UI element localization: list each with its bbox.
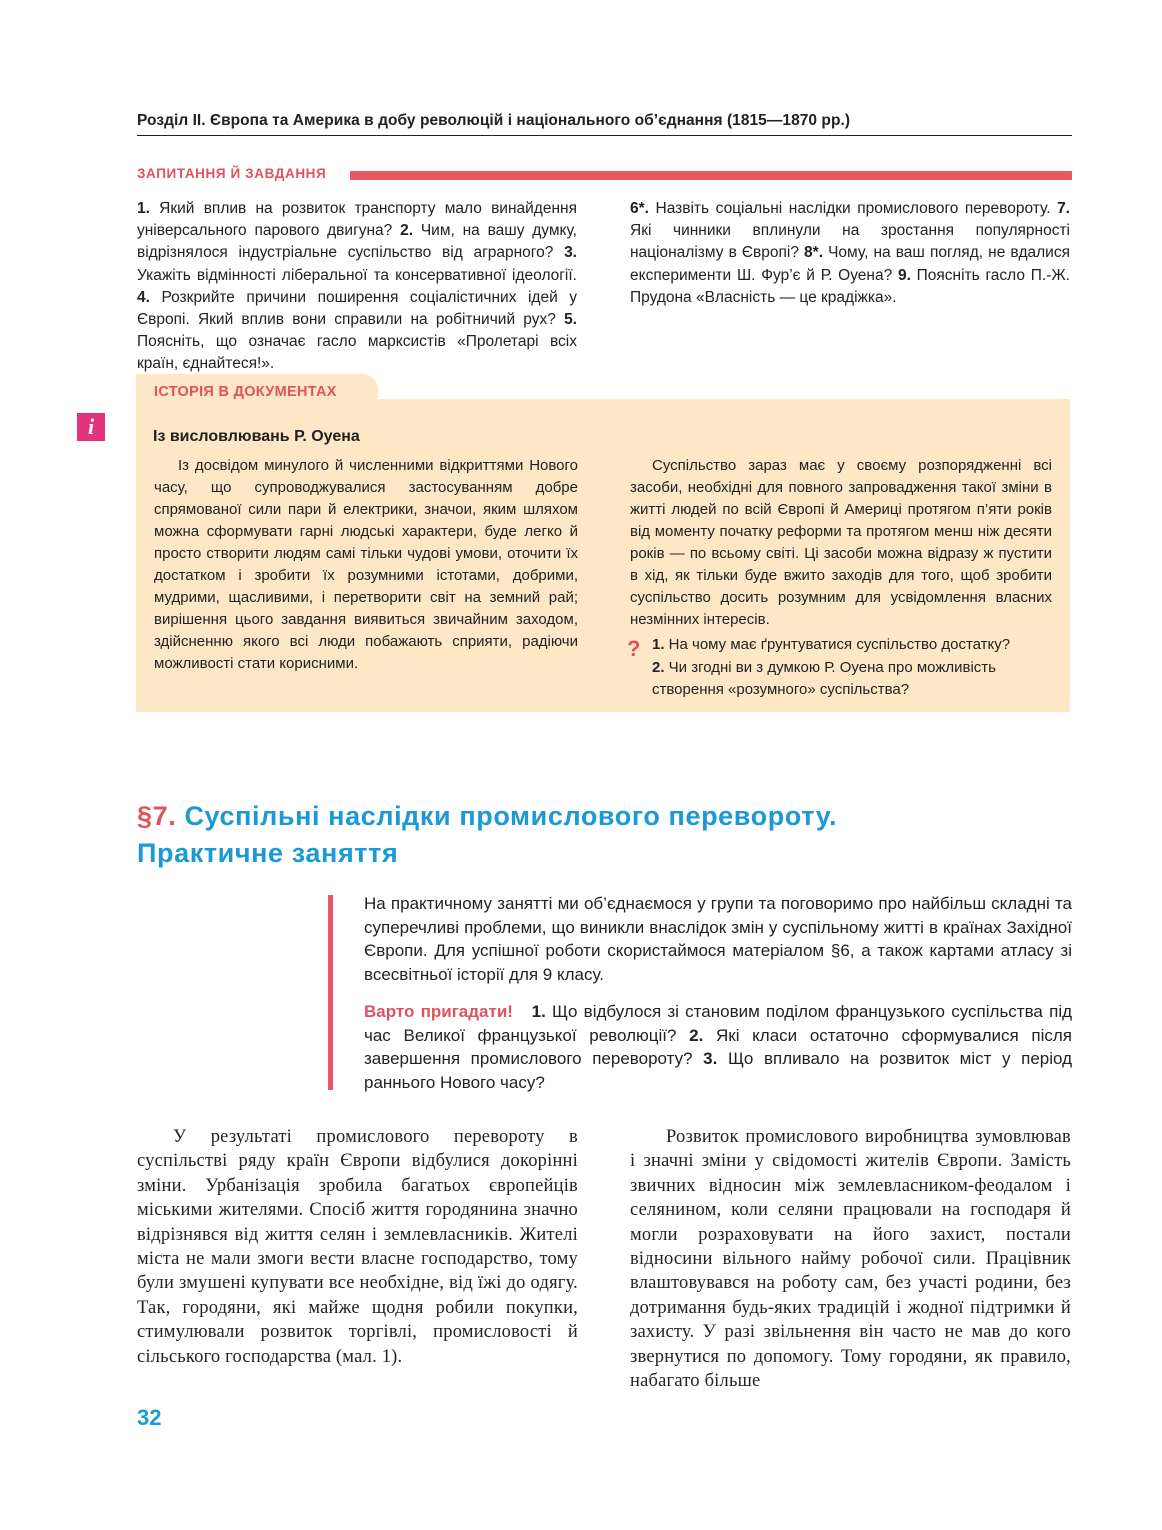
question-number: 7. (1057, 200, 1070, 217)
questions-title: ЗАПИТАННЯ Й ЗАВДАННЯ (137, 166, 327, 181)
questions-column-left (137, 198, 577, 376)
questions-title-bar (350, 171, 1072, 180)
section-title-line2: Практичне заняття (137, 838, 399, 868)
question-text: Розкрийте причини поширення соціалістичних ідей у Європі. Який вплив вони справили на робітничий рух? (137, 288, 577, 329)
question-text: Поясніть, що означає гасло марксистів «Пролетарі всіх країн, єднайтеся!». (137, 333, 577, 373)
remember-number: 2. (689, 1025, 704, 1045)
section-number: §7. (137, 801, 177, 831)
remember-text: Які класи остаточно сформувалися після завершення промислового перевороту? (364, 1025, 1072, 1069)
question-number: 4. (137, 288, 150, 306)
question-number: 8*. (804, 244, 824, 262)
page-number: 32 (137, 1405, 162, 1430)
question-mark-icon: ? (627, 636, 641, 661)
running-header: Розділ ІІ. Європа та Америка в добу революцій і національного об’єднання (1815—1870 рр.) (137, 112, 851, 129)
document-questions (652, 634, 1062, 702)
quote-left: Із досвідом минулого й численними відкриттями Нового часу, що супроводжувалися застосуванням добре спрямованої сили пари й електрики, значои, яким шляхом можна сформувати гарні людські характери, буде легко й просто створити людям самі тільки чудові умови, оточити їх достатком і зробити їх розумними істотами, добрими, мудрими, щасливими, і перетворити світ на земний рай; вирішення цього завдання виявиться звичайним заходом, здійсненню якого всі люди побажають сприяти, радіючи можливості стати корисними. (154, 457, 578, 672)
question-text: Чим, на вашу думку, відрізнялося індустріальне суспільство від аграрного? (137, 222, 577, 262)
body-paragraph-left: У результаті промислового перевороту в суспільстві ряду країн Європи відбулися докорінні зміни. Урбанізація зробила багатьох європейців міськими жителями. Спосіб життя городянина значно відрізнявся від життя селян і землевласників. Жителі міста не мали змоги вести власне господарство, тому були змушені купувати все необхідне, від їжі до одягу. Так, городяни, які майже щодня робили покупки, стимулювали розвиток торгівлі, промисловості й сільського господарства (мал. 1). (137, 1127, 578, 1367)
remember-number: 3. (703, 1049, 718, 1069)
questions-column-right (630, 198, 1070, 309)
question-number: 2. (400, 222, 414, 240)
question-number: 5. (564, 311, 577, 329)
question-number: 3. (564, 244, 577, 262)
question-number: 9. (897, 266, 911, 284)
section-title (137, 798, 1037, 872)
question-number: 1. (137, 200, 150, 217)
info-icon: i (77, 413, 105, 441)
intro-accent-bar (328, 895, 333, 1090)
quote-right: Суспільство зараз має у своєму розпорядженні всі засоби, необхідні для повного запровадження такої зміни в житті людей по всій Європі й Америці протягом п’яти років від моменту початку реформи та протягом менш ніж десяти років — по всьому світі. Ці засоби можна відразу ж пустити в хід, як тільки буде вжито заходів для того, щоб зробити суспільство досить розумним для усвідомлення власних незмінних інтересів. (630, 457, 1052, 628)
doc-question-text: На чому має ґрунтуватися суспільство достатку? (664, 636, 1011, 653)
remember-text: Що відбулося зі становим поділом французького суспільства під час Великої французької революції? (364, 1002, 1073, 1045)
question-text: Назвіть соціальні наслідки промислового перевороту. (648, 200, 1058, 217)
body-paragraph-right: Розвиток промислового виробництва зумовлював і значні зміни у свідомості жителів Європи. Замість звичних відносин між землевласником-феодалом і селянином, коли селяни працювали на господаря й могли розраховувати на його захист, постали відносини вільного найму робочої сили. Працівник влаштовувався на роботу сам, без участі родини, без дотримання будь-яких традицій і жодної підтримки й захисту. У разі звільнення він часто не мав до кого звернутися по допомогу. Тому городяни, як правило, набагато більше (630, 1127, 1071, 1392)
question-text: Які чинники вплинули на зростання популярності націоналізму в Європі? (630, 222, 1070, 262)
doc-question-text: Чи згодні ви з думкою Р. Оуена про можливість створення «розумного» суспільства? (652, 658, 996, 698)
remember-label: Варто пригадати! (364, 1002, 513, 1021)
remember-number: 1. (531, 1002, 546, 1021)
header-divider (137, 135, 1072, 136)
documents-tab-label: ІСТОРІЯ В ДОКУМЕНТАХ (154, 384, 337, 400)
question-text: Чому, на ваш погляд, не вдалися експерименти Ш. Фур’є й Р. Оуена? (630, 244, 1070, 284)
question-text: Укажіть відмінності ліберальної та консервативної ідеології. (137, 266, 577, 284)
intro-text: На практичному занятті ми об’єднаємося у групи та поговоримо про найбільш складні та суперечливі проблеми, що виникли внаслідок змін у суспільному житті в країнах Західної Європи. Для успішної роботи скористаймося матеріалом §6, а також картами атласу зі всесвітньої історії для 9 класу. (364, 894, 1072, 984)
question-number: 6*. (630, 200, 649, 217)
doc-question-number: 1. (652, 636, 665, 653)
documents-subtitle: Із висловлювань Р. Оуена (153, 428, 360, 445)
question-text: Поясніть гасло П.-Ж. Прудона «Власність — це крадіжка». (630, 266, 1070, 306)
question-text: Який вплив на розвиток транспорту мало винайдення універсального парового двигуна? (137, 200, 577, 240)
doc-question-number: 2. (652, 658, 665, 676)
remember-text: Що впливало на розвиток міст у період раннього Нового часу? (364, 1049, 1073, 1092)
remember-block (364, 1000, 1072, 1094)
section-title-line1: Суспільні наслідки промислового перевороту. (176, 801, 838, 831)
